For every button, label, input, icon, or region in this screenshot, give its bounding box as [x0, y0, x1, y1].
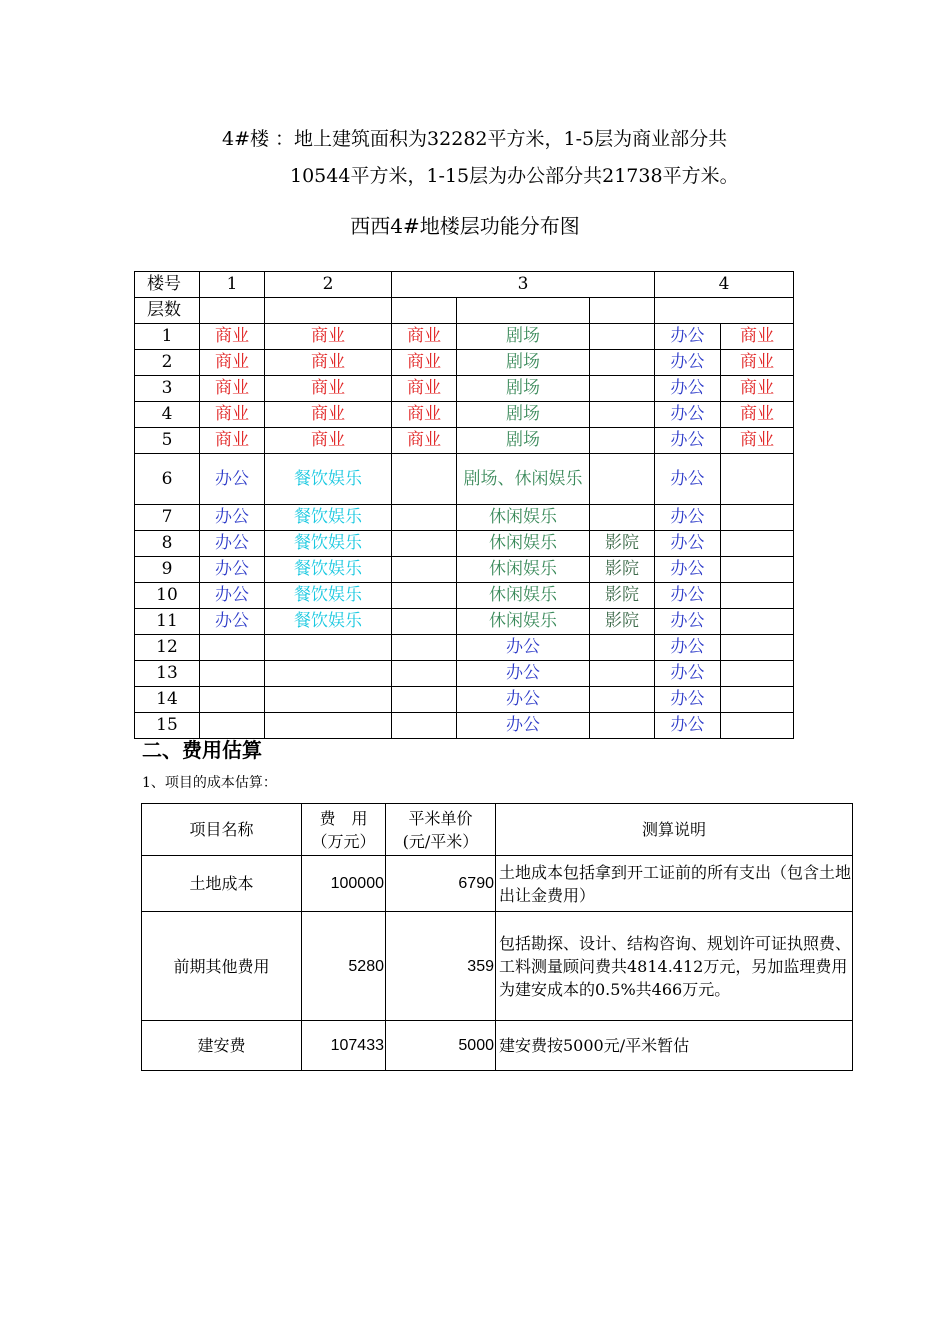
cost-value: 100000: [302, 856, 386, 912]
floors-label: 层数: [135, 298, 200, 324]
floor-function-cell: 剧场: [457, 376, 590, 402]
intro-line-2: 10544平方米，1-15层为办公部分共21738平方米。: [290, 165, 739, 187]
floor-number: 1: [135, 324, 200, 350]
floor-rows: [135, 324, 794, 739]
empty-cell: [590, 687, 655, 713]
floor-function-cell: 休闲娱乐: [457, 609, 590, 635]
cost-header-row: [142, 804, 853, 856]
floor-function-cell: 办公: [655, 454, 721, 505]
unit-price-value: 5000: [386, 1021, 496, 1071]
empty-cell: [590, 350, 655, 376]
floor-function-cell: 办公: [655, 661, 721, 687]
building-3: 3: [392, 272, 655, 298]
floor-function-cell: 商业: [265, 350, 392, 376]
floor-function-cell: 影院: [590, 609, 655, 635]
empty-cell: [392, 531, 457, 557]
header-cost: [302, 804, 386, 856]
floor-function-cell: 商业: [200, 324, 265, 350]
empty-cell: [265, 635, 392, 661]
floor-row: [135, 402, 794, 428]
empty-cell: [721, 687, 794, 713]
floor-function-cell: 商业: [721, 350, 794, 376]
floor-function-cell: 商业: [392, 324, 457, 350]
floor-number: 7: [135, 505, 200, 531]
floor-function-cell: 商业: [200, 428, 265, 454]
floor-function-cell: 商业: [200, 350, 265, 376]
floor-function-cell: 休闲娱乐: [457, 557, 590, 583]
floor-row: [135, 557, 794, 583]
floor-function-cell: 休闲娱乐: [457, 531, 590, 557]
empty-cell: [721, 661, 794, 687]
floor-function-cell: 商业: [265, 428, 392, 454]
building-1: 1: [200, 272, 265, 298]
floor-function-cell: 商业: [265, 376, 392, 402]
floor-row: [135, 350, 794, 376]
empty-cell: [392, 635, 457, 661]
floor-function-cell: 办公: [200, 454, 265, 505]
floor-number: 3: [135, 376, 200, 402]
floor-number: 15: [135, 713, 200, 739]
floor-function-cell: 办公: [655, 713, 721, 739]
floor-function-cell: 休闲娱乐: [457, 583, 590, 609]
floor-number: 13: [135, 661, 200, 687]
cost-note: 土地成本包括拿到开工证前的所有支出（包含土地出让金费用）: [496, 856, 853, 912]
empty-cell: [721, 635, 794, 661]
floor-function-cell: 餐饮娱乐: [265, 454, 392, 505]
floor-function-cell: 餐饮娱乐: [265, 505, 392, 531]
floor-function-cell: 办公: [655, 583, 721, 609]
floor-function-cell: 剧场、休闲娱乐: [457, 454, 590, 505]
floor-row: [135, 635, 794, 661]
floor-function-cell: 办公: [655, 635, 721, 661]
floor-row: [135, 324, 794, 350]
empty-cell: [590, 324, 655, 350]
floor-number: 9: [135, 557, 200, 583]
floor-function-cell: 商业: [721, 428, 794, 454]
floor-row: [135, 428, 794, 454]
building-2: 2: [265, 272, 392, 298]
header-note: 测算说明: [496, 804, 853, 856]
floor-row: [135, 454, 794, 505]
floor-function-cell: 商业: [392, 428, 457, 454]
floor-function-cell: 商业: [392, 402, 457, 428]
empty-cell: [392, 505, 457, 531]
empty-cell: [392, 583, 457, 609]
cost-item-name: 土地成本: [142, 856, 302, 912]
empty-cell: [590, 713, 655, 739]
floor-function-cell: 办公: [200, 557, 265, 583]
empty-cell: [200, 635, 265, 661]
cost-row: [142, 1021, 853, 1071]
floor-function-cell: 办公: [655, 531, 721, 557]
header-item-name: 项目名称: [142, 804, 302, 856]
cost-value: 107433: [302, 1021, 386, 1071]
floor-function-cell: 办公: [457, 635, 590, 661]
header-price-line2: (元/平米）: [402, 831, 479, 851]
empty-cell: [721, 609, 794, 635]
empty-cell: [721, 531, 794, 557]
empty-cell: [392, 454, 457, 505]
cost-note: 包括勘探、设计、结构咨询、规划许可证执照费、工料测量顾问费共4814.412万元，另加监理费用为建安成本的0.5%共466万元。: [496, 912, 853, 1021]
empty-cell: [392, 713, 457, 739]
floor-row: [135, 376, 794, 402]
unit-price-value: 6790: [386, 856, 496, 912]
cost-item-name: 建安费: [142, 1021, 302, 1071]
floor-function-cell: 餐饮娱乐: [265, 583, 392, 609]
unit-price-value: 359: [386, 912, 496, 1021]
empty-cell: [721, 454, 794, 505]
floor-function-cell: 办公: [457, 687, 590, 713]
floor-number: 11: [135, 609, 200, 635]
empty-cell: [200, 687, 265, 713]
cost-row: [142, 912, 853, 1021]
floor-number: 6: [135, 454, 200, 505]
floor-number: 2: [135, 350, 200, 376]
header-unit-price: [386, 804, 496, 856]
floor-function-cell: 餐饮娱乐: [265, 609, 392, 635]
cost-item-name: 前期其他费用: [142, 912, 302, 1021]
building-number-row: [135, 272, 794, 298]
empty-cell: [392, 557, 457, 583]
floor-function-cell: 商业: [200, 376, 265, 402]
section-title: 二、费用估算: [142, 738, 262, 762]
empty-cell: [590, 454, 655, 505]
empty-cell: [590, 428, 655, 454]
floor-number: 14: [135, 687, 200, 713]
floor-row: [135, 583, 794, 609]
floor-function-cell: 剧场: [457, 324, 590, 350]
empty-cell: [265, 661, 392, 687]
floor-function-cell: 办公: [655, 428, 721, 454]
floor-row: [135, 609, 794, 635]
empty-cell: [265, 687, 392, 713]
empty-cell: [721, 557, 794, 583]
header-price-line1: 平米单价: [408, 808, 473, 828]
sub-title: 1、项目的成本估算：: [142, 775, 277, 791]
floor-function-cell: 影院: [590, 583, 655, 609]
header-cost-line1: 费 用: [319, 808, 368, 828]
cost-value: 5280: [302, 912, 386, 1021]
floor-function-cell: 办公: [457, 713, 590, 739]
floor-map-title: 西西4#地楼层功能分布图: [350, 214, 580, 238]
floor-number: 10: [135, 583, 200, 609]
floor-function-table: [134, 271, 794, 739]
header-cost-line2: （万元）: [311, 831, 376, 851]
floor-number: 8: [135, 531, 200, 557]
floor-function-cell: 商业: [721, 376, 794, 402]
intro-line-1: 4#楼 ：地上建筑面积为32282平方米，1-5层为商业部分共: [222, 128, 728, 150]
empty-cell: [590, 661, 655, 687]
floor-row: [135, 531, 794, 557]
empty-cell: [392, 661, 457, 687]
floor-function-cell: 餐饮娱乐: [265, 557, 392, 583]
cost-note: 建安费按5000元/平米暂估: [496, 1021, 853, 1071]
floor-function-cell: 办公: [655, 505, 721, 531]
floor-number: 5: [135, 428, 200, 454]
cost-estimate-table: [141, 803, 853, 1071]
floor-function-cell: 办公: [655, 687, 721, 713]
floor-function-cell: 商业: [200, 402, 265, 428]
floor-function-cell: 商业: [392, 350, 457, 376]
floor-row: [135, 661, 794, 687]
empty-cell: [265, 713, 392, 739]
floors-label-row: [135, 298, 794, 324]
floor-function-cell: 办公: [200, 583, 265, 609]
empty-cell: [721, 713, 794, 739]
empty-cell: [200, 661, 265, 687]
floor-function-cell: 办公: [655, 402, 721, 428]
empty-cell: [590, 376, 655, 402]
floor-function-cell: 办公: [655, 376, 721, 402]
floor-function-cell: 商业: [721, 402, 794, 428]
empty-cell: [721, 505, 794, 531]
floor-function-cell: 办公: [200, 531, 265, 557]
building-number-label: 楼号: [135, 272, 200, 298]
floor-function-cell: 办公: [655, 350, 721, 376]
floor-function-cell: 商业: [721, 324, 794, 350]
floor-function-cell: 剧场: [457, 428, 590, 454]
floor-row: [135, 505, 794, 531]
floor-row: [135, 687, 794, 713]
empty-cell: [392, 609, 457, 635]
cost-row: [142, 856, 853, 912]
floor-number: 4: [135, 402, 200, 428]
floor-function-cell: 剧场: [457, 402, 590, 428]
floor-function-cell: 办公: [655, 557, 721, 583]
building-4: 4: [655, 272, 794, 298]
empty-cell: [721, 583, 794, 609]
floor-function-cell: 剧场: [457, 350, 590, 376]
empty-cell: [590, 505, 655, 531]
empty-cell: [392, 687, 457, 713]
floor-function-cell: 办公: [655, 324, 721, 350]
floor-function-cell: 办公: [200, 609, 265, 635]
floor-function-cell: 餐饮娱乐: [265, 531, 392, 557]
floor-function-cell: 影院: [590, 557, 655, 583]
floor-function-cell: 商业: [392, 376, 457, 402]
floor-function-cell: 休闲娱乐: [457, 505, 590, 531]
floor-function-cell: 商业: [265, 324, 392, 350]
floor-number: 12: [135, 635, 200, 661]
floor-function-cell: 办公: [457, 661, 590, 687]
floor-function-cell: 商业: [265, 402, 392, 428]
floor-function-cell: 办公: [655, 609, 721, 635]
floor-function-cell: 影院: [590, 531, 655, 557]
empty-cell: [590, 402, 655, 428]
floor-function-cell: 办公: [200, 505, 265, 531]
empty-cell: [590, 635, 655, 661]
